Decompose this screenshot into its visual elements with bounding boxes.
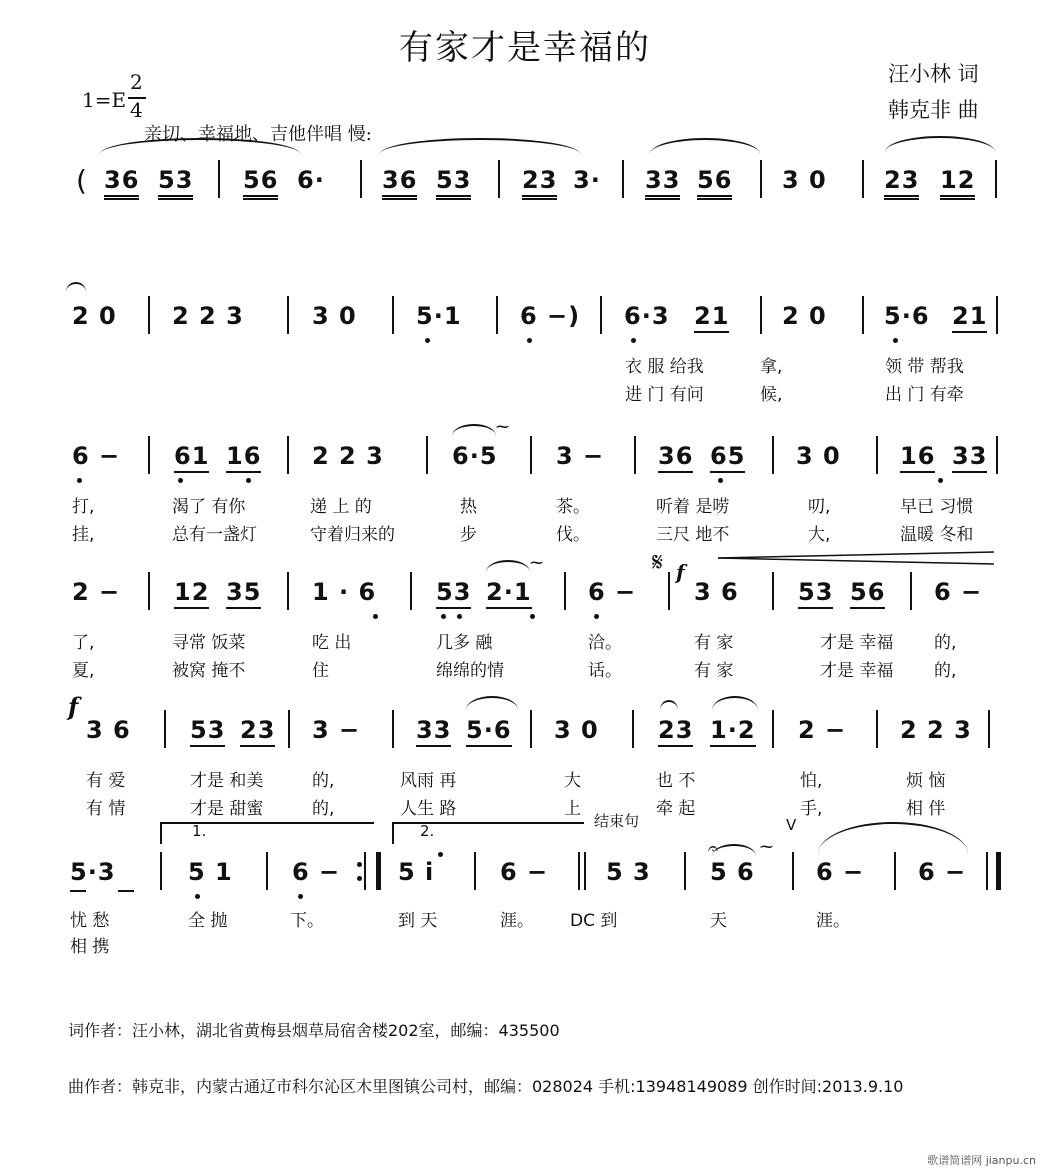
lyric: 总有一盏灯 bbox=[172, 525, 257, 545]
bar-line bbox=[772, 436, 774, 474]
forte-marking: f bbox=[68, 692, 79, 721]
composer-info: 曲作者：韩克非，内蒙古通辽市科尔沁区木里图镇公司村，邮编：028024 手机:13948149089 创作时间:2013.9.10 bbox=[68, 1077, 904, 1096]
low-dot bbox=[195, 894, 200, 899]
lyric: 到 天 bbox=[398, 911, 438, 931]
note-group: 12 bbox=[940, 166, 975, 200]
bar-line bbox=[530, 436, 532, 474]
bar-line bbox=[266, 852, 268, 890]
lyric: 衣 服 给我 bbox=[625, 357, 704, 377]
lyric: 有 情 bbox=[86, 799, 126, 819]
lyric: 三尺 地不 bbox=[656, 525, 730, 545]
note-group: 6· bbox=[297, 166, 325, 194]
lyric: 上 bbox=[564, 799, 581, 819]
staff-row-3 bbox=[0, 420, 1050, 546]
staff-row-4 bbox=[0, 548, 1050, 682]
low-dot bbox=[893, 338, 898, 343]
time-signature-bottom: 4 bbox=[130, 98, 143, 122]
lyric: 茶。 bbox=[556, 497, 590, 517]
note-group: 21 bbox=[952, 302, 987, 333]
note-group: 53 bbox=[798, 578, 833, 609]
low-dot bbox=[594, 614, 599, 619]
note-group: 5 6 bbox=[710, 858, 755, 886]
low-dot bbox=[441, 614, 446, 619]
bar-line bbox=[632, 710, 634, 748]
open-paren: ( bbox=[76, 164, 88, 197]
bar-line bbox=[622, 160, 624, 198]
lyric: 天 bbox=[710, 911, 727, 931]
double-barline bbox=[578, 852, 586, 890]
note-group: 6 − bbox=[816, 858, 865, 886]
bar-line bbox=[772, 572, 774, 610]
bar-line bbox=[287, 436, 289, 474]
segno-icon: 𝄋 bbox=[652, 548, 664, 578]
low-dot bbox=[246, 478, 251, 483]
note-group: 16 bbox=[226, 442, 261, 473]
bar-line bbox=[894, 852, 896, 890]
lyric: 涯。 bbox=[500, 911, 534, 931]
bar-line bbox=[760, 160, 762, 198]
note-group: 5·6 bbox=[884, 302, 930, 330]
note-group: 3 6 bbox=[86, 716, 131, 744]
note-group: 36 bbox=[104, 166, 139, 200]
underline bbox=[70, 890, 86, 892]
note-group: 6 − bbox=[918, 858, 967, 886]
low-dot bbox=[425, 338, 430, 343]
song-title: 有家才是幸福的 bbox=[399, 28, 651, 68]
note-group: 5 1 bbox=[188, 858, 233, 886]
bar-line bbox=[995, 160, 997, 198]
note-group: 36 bbox=[658, 442, 693, 473]
time-signature-top: 2 bbox=[130, 70, 143, 94]
bar-line bbox=[287, 296, 289, 334]
note-group: 33 bbox=[952, 442, 987, 473]
bar-line bbox=[148, 572, 150, 610]
lyric: 递 上 的 bbox=[310, 497, 372, 517]
bar-line bbox=[792, 852, 794, 890]
note-group: 2 − bbox=[72, 578, 121, 606]
composer-credit: 韩克非 曲 bbox=[888, 98, 979, 122]
bar-line bbox=[988, 710, 990, 748]
note-group: 33 bbox=[416, 716, 451, 747]
note-group: 1 · 6 bbox=[312, 578, 377, 606]
staff-row-1 bbox=[0, 160, 1050, 220]
note-group: 6 − bbox=[934, 578, 983, 606]
low-dot bbox=[718, 478, 723, 483]
bar-line bbox=[600, 296, 602, 334]
note-group: 1·2 bbox=[710, 716, 756, 747]
note-group: 5·1 bbox=[416, 302, 462, 330]
bar-line bbox=[426, 436, 428, 474]
lyric: 领 带 帮我 bbox=[885, 357, 964, 377]
note-group: 16 bbox=[900, 442, 935, 473]
slur bbox=[712, 844, 756, 856]
lyric: 步 bbox=[460, 525, 477, 545]
repeat-end-barline bbox=[364, 852, 381, 890]
note-group: 5 3 bbox=[606, 858, 651, 886]
lyric: 有 家 bbox=[694, 633, 734, 653]
bar-line bbox=[148, 436, 150, 474]
lyric: 渴了 有你 bbox=[172, 497, 246, 517]
lyric: 怕, bbox=[800, 771, 823, 791]
note-group: 61 bbox=[174, 442, 209, 473]
note-group: 2 2 3 bbox=[312, 442, 384, 470]
lyric: 烦 恼 bbox=[906, 771, 946, 791]
bar-line bbox=[164, 710, 166, 748]
note-group: 3· bbox=[573, 166, 601, 194]
slur bbox=[466, 696, 518, 710]
low-dot bbox=[527, 338, 532, 343]
bar-line bbox=[862, 160, 864, 198]
lyric: 了, bbox=[72, 633, 95, 653]
lyric: 出 门 有牵 bbox=[885, 385, 964, 405]
staff-row-2 bbox=[0, 296, 1050, 406]
bar-line bbox=[684, 852, 686, 890]
volta-2-label: 2. bbox=[420, 822, 435, 840]
note-group: 53 bbox=[436, 166, 471, 200]
note-group: 5·3 bbox=[70, 858, 116, 886]
low-dot bbox=[631, 338, 636, 343]
bar-line bbox=[530, 710, 532, 748]
lyric: 才是 幸福 bbox=[820, 633, 894, 653]
lyric: 相 伴 bbox=[906, 799, 946, 819]
tie bbox=[66, 282, 86, 292]
lyric: 被窝 掩不 bbox=[172, 661, 246, 681]
tempo-marking: 亲切、幸福地、吉他伴唱 慢: bbox=[144, 124, 372, 145]
lyric: 温暖 冬和 bbox=[900, 525, 974, 545]
bar-line bbox=[564, 572, 566, 610]
bar-line bbox=[498, 160, 500, 198]
note-group: 2 2 3 bbox=[900, 716, 972, 744]
lyric: 候, bbox=[760, 385, 783, 405]
note-group: 6 − bbox=[292, 858, 341, 886]
lyric: 进 门 有问 bbox=[625, 385, 704, 405]
note-group: 6·5 bbox=[452, 442, 498, 470]
lyric: 才是 和美 bbox=[190, 771, 264, 791]
bar-line bbox=[410, 572, 412, 610]
repeat-dot bbox=[357, 862, 362, 867]
bar-line bbox=[360, 160, 362, 198]
lyric: 大, bbox=[808, 525, 831, 545]
note-group: 5·6 bbox=[466, 716, 512, 747]
forte-marking: f bbox=[676, 560, 685, 584]
lyric: 有 家 bbox=[694, 661, 734, 681]
bar-line bbox=[876, 710, 878, 748]
bar-line bbox=[392, 710, 394, 748]
lyric: 洽。 bbox=[588, 633, 622, 653]
bar-line bbox=[668, 572, 670, 610]
bar-line bbox=[772, 710, 774, 748]
lyricist-credit: 汪小林 词 bbox=[888, 62, 979, 86]
low-dot bbox=[178, 478, 183, 483]
high-dot bbox=[438, 852, 443, 857]
note-group: 6·3 bbox=[624, 302, 670, 330]
final-barline bbox=[986, 852, 1001, 890]
bar-line bbox=[392, 296, 394, 334]
slur bbox=[452, 424, 496, 436]
bar-line bbox=[160, 852, 162, 890]
lyric: 才是 幸福 bbox=[820, 661, 894, 681]
tie bbox=[660, 700, 678, 710]
slur bbox=[380, 138, 580, 154]
lyricist-info: 词作者：汪小林，湖北省黄梅县烟草局宿舍楼202室，邮编：435500 bbox=[68, 1021, 560, 1040]
lyric: 寻常 饭菜 bbox=[172, 633, 246, 653]
lyric: 下。 bbox=[290, 911, 324, 931]
note-group: 53 bbox=[190, 716, 225, 747]
lyric: 吃 出 bbox=[312, 633, 352, 653]
breath-mark: V bbox=[786, 816, 797, 834]
lyric: 守着归来的 bbox=[310, 525, 395, 545]
lyric: 手, bbox=[800, 799, 823, 819]
lyric: 热 bbox=[460, 497, 477, 517]
note-group: 6 − bbox=[500, 858, 549, 886]
note-group: 23 bbox=[658, 716, 693, 747]
low-dot bbox=[373, 614, 378, 619]
lyric: 的, bbox=[934, 633, 957, 653]
key-signature: 1=E bbox=[82, 88, 127, 112]
fermata-icon: 𝄐 bbox=[708, 838, 719, 859]
repeat-dot bbox=[357, 876, 362, 881]
staff-row-6 bbox=[0, 812, 1050, 962]
lyric: 有 爱 bbox=[86, 771, 126, 791]
lyric: 挂, bbox=[72, 525, 95, 545]
low-dot bbox=[298, 894, 303, 899]
lyric: 绵绵的情 bbox=[436, 661, 504, 681]
lyric: 也 不 bbox=[656, 771, 696, 791]
lyric: 拿, bbox=[760, 357, 783, 377]
note-group: 3 0 bbox=[796, 442, 841, 470]
note-group: 56 bbox=[850, 578, 885, 609]
lyric: 才是 甜蜜 bbox=[190, 799, 264, 819]
bar-line bbox=[496, 296, 498, 334]
note-group: 12 bbox=[174, 578, 209, 609]
slur bbox=[818, 822, 968, 854]
lyric: 大 bbox=[564, 771, 581, 791]
lyric: 涯。 bbox=[816, 911, 850, 931]
bar-line bbox=[148, 296, 150, 334]
low-dot bbox=[530, 614, 535, 619]
note-group: 3 0 bbox=[312, 302, 357, 330]
bar-line bbox=[218, 160, 220, 198]
note-group: 2 − bbox=[798, 716, 847, 744]
bar-line bbox=[474, 852, 476, 890]
lyric: 早已 习惯 bbox=[900, 497, 974, 517]
lyric: 伐。 bbox=[556, 525, 590, 545]
note-group: 3 − bbox=[556, 442, 605, 470]
hairpin bbox=[718, 550, 994, 564]
lyric: 叨, bbox=[808, 497, 831, 517]
slur bbox=[712, 696, 758, 710]
lyric: 住 bbox=[312, 661, 329, 681]
note-group: 23 bbox=[884, 166, 919, 200]
watermark: 歌谱简谱网 jianpu.cn bbox=[927, 1154, 1036, 1167]
note-group: 21 bbox=[694, 302, 729, 333]
note-group: 2 0 bbox=[782, 302, 827, 330]
lyric: 忧 愁 bbox=[70, 911, 110, 931]
note-group: 3 0 bbox=[554, 716, 599, 744]
ending-label: 结束句 bbox=[594, 812, 640, 830]
bar-line bbox=[862, 296, 864, 334]
low-dot bbox=[938, 478, 943, 483]
low-dot bbox=[77, 478, 82, 483]
bar-line bbox=[996, 436, 998, 474]
mordent-icon: ⁓ bbox=[760, 840, 773, 855]
lyric: 人生 路 bbox=[400, 799, 457, 819]
note-group: 65 bbox=[710, 442, 745, 473]
slur bbox=[885, 136, 995, 152]
underline bbox=[118, 890, 134, 892]
staff-row-5 bbox=[0, 692, 1050, 820]
volta-1-label: 1. bbox=[192, 822, 207, 840]
note-group: 6 − bbox=[72, 442, 121, 470]
note-group: 5 i bbox=[398, 858, 435, 886]
note-group: 56 bbox=[697, 166, 732, 200]
slur bbox=[486, 560, 530, 572]
note-group: 6 −) bbox=[520, 302, 581, 330]
lyric: 全 抛 bbox=[188, 911, 228, 931]
note-group: 2·1 bbox=[486, 578, 532, 609]
note-group: 35 bbox=[226, 578, 261, 609]
low-dot bbox=[457, 614, 462, 619]
lyric: 风雨 再 bbox=[400, 771, 457, 791]
mordent-icon: ⁓ bbox=[496, 420, 509, 435]
note-group: 53 bbox=[436, 578, 471, 609]
bar-line bbox=[996, 296, 998, 334]
note-group: 2 2 3 bbox=[172, 302, 244, 330]
lyric: 夏, bbox=[72, 661, 95, 681]
bar-line bbox=[288, 710, 290, 748]
bar-line bbox=[910, 572, 912, 610]
lyric: 话。 bbox=[588, 661, 622, 681]
bar-line bbox=[876, 436, 878, 474]
bar-line bbox=[287, 572, 289, 610]
note-group: 23 bbox=[522, 166, 557, 200]
lyric: 相 携 bbox=[70, 937, 110, 957]
note-group: 23 bbox=[240, 716, 275, 747]
lyric: 听着 是唠 bbox=[656, 497, 730, 517]
note-group: 53 bbox=[158, 166, 193, 200]
mordent-icon: ⁓ bbox=[530, 556, 543, 571]
bar-line bbox=[634, 436, 636, 474]
lyric: 几多 融 bbox=[436, 633, 493, 653]
bar-line bbox=[760, 296, 762, 334]
lyric: 的, bbox=[934, 661, 957, 681]
note-group: 33 bbox=[645, 166, 680, 200]
lyric: DC 到 bbox=[570, 911, 618, 931]
lyric: 牵 起 bbox=[656, 799, 696, 819]
note-group: 2 0 bbox=[72, 302, 117, 330]
note-group: 3 6 bbox=[694, 578, 739, 606]
lyric: 的, bbox=[312, 799, 335, 819]
lyric: 的, bbox=[312, 771, 335, 791]
note-group: 36 bbox=[382, 166, 417, 200]
slur bbox=[650, 138, 760, 154]
note-group: 3 0 bbox=[782, 166, 827, 194]
note-group: 6 − bbox=[588, 578, 637, 606]
lyric: 打, bbox=[72, 497, 95, 517]
note-group: 56 bbox=[243, 166, 278, 200]
note-group: 3 − bbox=[312, 716, 361, 744]
